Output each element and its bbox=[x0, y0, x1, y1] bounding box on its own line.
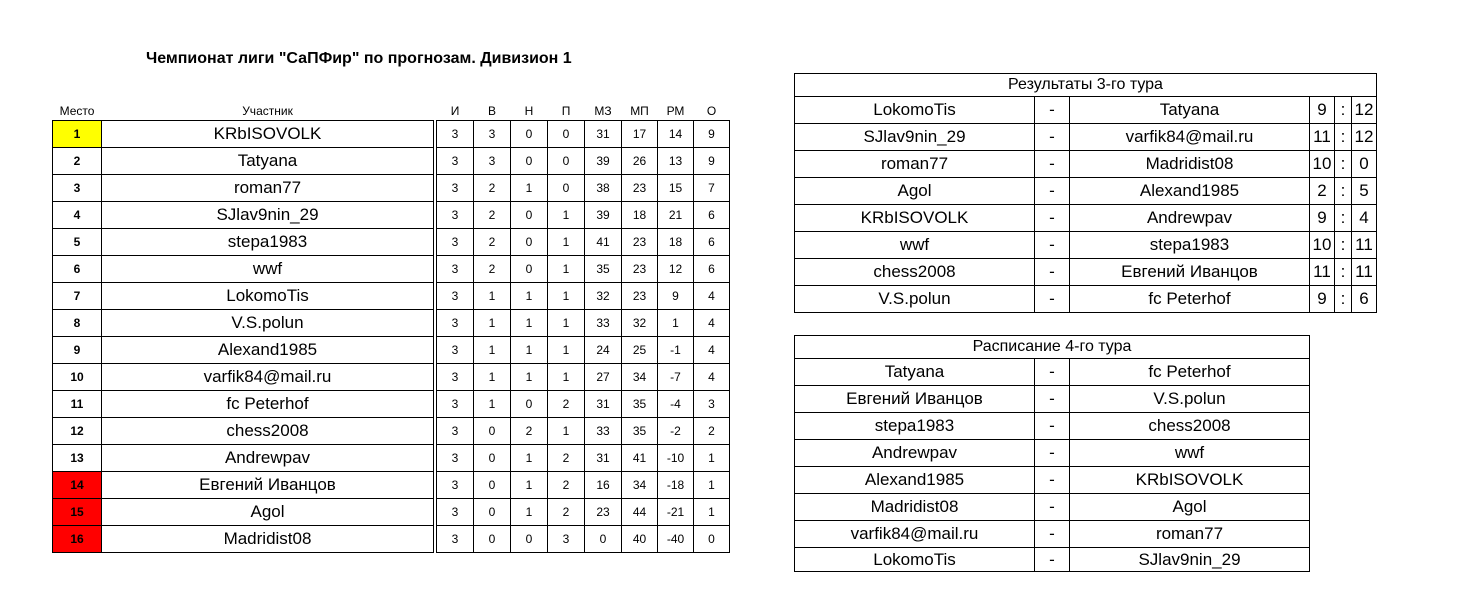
home-team-cell: SJlav9nin_29 bbox=[795, 124, 1035, 151]
points-cell: 4 bbox=[694, 283, 730, 310]
dash-cell: - bbox=[1035, 494, 1070, 521]
schedule-row bbox=[795, 386, 1310, 413]
standings-row bbox=[53, 121, 730, 148]
dash-cell: - bbox=[1035, 413, 1070, 440]
goals-against-cell: 41 bbox=[622, 445, 658, 472]
place-cell: 8 bbox=[53, 310, 102, 337]
schedule-row bbox=[795, 467, 1310, 494]
place-cell: 16 bbox=[53, 526, 102, 553]
result-row bbox=[795, 97, 1377, 124]
draws-cell: 0 bbox=[511, 202, 548, 229]
dash-cell: - bbox=[1035, 151, 1070, 178]
games-cell: 3 bbox=[437, 256, 474, 283]
header-name: Участник bbox=[242, 103, 293, 118]
away-score-cell: 11 bbox=[1352, 259, 1377, 286]
dash-cell: - bbox=[1035, 359, 1070, 386]
home-team-cell: Agol bbox=[795, 178, 1035, 205]
participant-cell: Madridist08 bbox=[102, 526, 434, 553]
goals-against-cell: 34 bbox=[622, 364, 658, 391]
diff-cell: 1 bbox=[658, 310, 694, 337]
goals-against-cell: 23 bbox=[622, 175, 658, 202]
standings-row bbox=[53, 364, 730, 391]
wins-cell: 1 bbox=[474, 310, 511, 337]
losses-cell: 1 bbox=[548, 283, 585, 310]
points-cell: 6 bbox=[694, 256, 730, 283]
wins-cell: 2 bbox=[474, 175, 511, 202]
standings-row bbox=[53, 256, 730, 283]
points-cell: 0 bbox=[694, 526, 730, 553]
place-cell: 9 bbox=[53, 337, 102, 364]
wins-cell: 2 bbox=[474, 229, 511, 256]
dash-cell: - bbox=[1035, 521, 1070, 548]
home-team-cell: V.S.polun bbox=[795, 286, 1035, 313]
dash-cell: - bbox=[1035, 205, 1070, 232]
place-cell: 11 bbox=[53, 391, 102, 418]
draws-cell: 0 bbox=[511, 391, 548, 418]
result-row bbox=[795, 205, 1377, 232]
losses-cell: 2 bbox=[548, 499, 585, 526]
goals-against-cell: 23 bbox=[622, 229, 658, 256]
goals-against-cell: 32 bbox=[622, 310, 658, 337]
place-cell: 12 bbox=[53, 418, 102, 445]
diff-cell: 14 bbox=[658, 121, 694, 148]
header-losses: П bbox=[561, 103, 571, 118]
draws-cell: 0 bbox=[511, 256, 548, 283]
goals-against-cell: 44 bbox=[622, 499, 658, 526]
schedule-row bbox=[795, 413, 1310, 440]
games-cell: 3 bbox=[437, 472, 474, 499]
draws-cell: 0 bbox=[511, 526, 548, 553]
games-cell: 3 bbox=[437, 337, 474, 364]
draws-cell: 0 bbox=[511, 229, 548, 256]
diff-cell: -4 bbox=[658, 391, 694, 418]
place-cell: 13 bbox=[53, 445, 102, 472]
results-title: Результаты 3-го тура bbox=[795, 74, 1377, 97]
standings-row bbox=[53, 472, 730, 499]
home-score-cell: 9 bbox=[1310, 97, 1335, 124]
standings-header-row bbox=[53, 101, 730, 121]
participant-cell: SJlav9nin_29 bbox=[102, 202, 434, 229]
dash-cell: - bbox=[1035, 232, 1070, 259]
goals-for-cell: 41 bbox=[585, 229, 622, 256]
away-team-cell: stepa1983 bbox=[1070, 232, 1310, 259]
home-team-cell: Alexand1985 bbox=[795, 467, 1035, 494]
goals-against-cell: 34 bbox=[622, 472, 658, 499]
diff-cell: 18 bbox=[658, 229, 694, 256]
header-draws: Н bbox=[524, 103, 534, 118]
losses-cell: 1 bbox=[548, 256, 585, 283]
home-team-cell: Andrewpav bbox=[795, 440, 1035, 467]
goals-for-cell: 16 bbox=[585, 472, 622, 499]
wins-cell: 0 bbox=[474, 499, 511, 526]
diff-cell: -10 bbox=[658, 445, 694, 472]
losses-cell: 1 bbox=[548, 337, 585, 364]
standings-row bbox=[53, 310, 730, 337]
standings-row bbox=[53, 445, 730, 472]
dash-cell: - bbox=[1035, 97, 1070, 124]
losses-cell: 2 bbox=[548, 445, 585, 472]
away-team-cell: Tatyana bbox=[1070, 97, 1310, 124]
place-cell: 2 bbox=[53, 148, 102, 175]
points-cell: 4 bbox=[694, 310, 730, 337]
header-goals-against: МП bbox=[630, 103, 649, 118]
home-score-cell: 11 bbox=[1310, 124, 1335, 151]
participant-cell: chess2008 bbox=[102, 418, 434, 445]
participant-cell: Евгений Иванцов bbox=[102, 472, 434, 499]
home-team-cell: Tatyana bbox=[795, 359, 1035, 386]
goals-for-cell: 0 bbox=[585, 526, 622, 553]
home-score-cell: 9 bbox=[1310, 286, 1335, 313]
losses-cell: 1 bbox=[548, 418, 585, 445]
draws-cell: 1 bbox=[511, 472, 548, 499]
score-colon-cell: : bbox=[1335, 232, 1352, 259]
games-cell: 3 bbox=[437, 499, 474, 526]
losses-cell: 0 bbox=[548, 175, 585, 202]
points-cell: 4 bbox=[694, 364, 730, 391]
header-goals-for: МЗ bbox=[594, 103, 612, 118]
home-team-cell: chess2008 bbox=[795, 259, 1035, 286]
away-score-cell: 11 bbox=[1352, 232, 1377, 259]
header-games: И bbox=[450, 103, 460, 118]
goals-against-cell: 26 bbox=[622, 148, 658, 175]
score-colon-cell: : bbox=[1335, 205, 1352, 232]
standings-row bbox=[53, 526, 730, 553]
schedule-row bbox=[795, 548, 1310, 572]
losses-cell: 1 bbox=[548, 202, 585, 229]
diff-cell: 12 bbox=[658, 256, 694, 283]
schedule-table bbox=[794, 335, 1310, 572]
standings-row bbox=[53, 229, 730, 256]
goals-for-cell: 33 bbox=[585, 310, 622, 337]
score-colon-cell: : bbox=[1335, 124, 1352, 151]
home-team-cell: wwf bbox=[795, 232, 1035, 259]
place-cell: 3 bbox=[53, 175, 102, 202]
games-cell: 3 bbox=[437, 391, 474, 418]
score-colon-cell: : bbox=[1335, 151, 1352, 178]
losses-cell: 2 bbox=[548, 472, 585, 499]
draws-cell: 1 bbox=[511, 175, 548, 202]
standings-body bbox=[53, 121, 730, 553]
header-diff: РМ bbox=[666, 103, 685, 118]
away-team-cell: Евгений Иванцов bbox=[1070, 259, 1310, 286]
participant-cell: KRbISOVOLK bbox=[102, 121, 434, 148]
points-cell: 3 bbox=[694, 391, 730, 418]
goals-against-cell: 35 bbox=[622, 418, 658, 445]
home-team-cell: stepa1983 bbox=[795, 413, 1035, 440]
participant-cell: wwf bbox=[102, 256, 434, 283]
diff-cell: -7 bbox=[658, 364, 694, 391]
goals-for-cell: 39 bbox=[585, 148, 622, 175]
diff-cell: 9 bbox=[658, 283, 694, 310]
points-cell: 1 bbox=[694, 499, 730, 526]
page-title: Чемпионат лиги "СаПФир" по прогнозам. Дивизион 1 bbox=[146, 50, 572, 67]
away-team-cell: Andrewpav bbox=[1070, 205, 1310, 232]
games-cell: 3 bbox=[437, 148, 474, 175]
away-team-cell: Alexand1985 bbox=[1070, 178, 1310, 205]
result-row bbox=[795, 232, 1377, 259]
games-cell: 3 bbox=[437, 445, 474, 472]
away-team-cell: chess2008 bbox=[1070, 413, 1310, 440]
draws-cell: 1 bbox=[511, 283, 548, 310]
wins-cell: 1 bbox=[474, 283, 511, 310]
goals-for-cell: 39 bbox=[585, 202, 622, 229]
result-row bbox=[795, 124, 1377, 151]
home-score-cell: 9 bbox=[1310, 205, 1335, 232]
home-team-cell: LokomoTis bbox=[795, 97, 1035, 124]
standings-row bbox=[53, 202, 730, 229]
games-cell: 3 bbox=[437, 418, 474, 445]
home-score-cell: 10 bbox=[1310, 151, 1335, 178]
place-cell: 1 bbox=[53, 121, 102, 148]
score-colon-cell: : bbox=[1335, 97, 1352, 124]
away-score-cell: 12 bbox=[1352, 124, 1377, 151]
home-team-cell: KRbISOVOLK bbox=[795, 205, 1035, 232]
standings-row bbox=[53, 418, 730, 445]
diff-cell: -18 bbox=[658, 472, 694, 499]
goals-against-cell: 35 bbox=[622, 391, 658, 418]
points-cell: 9 bbox=[694, 148, 730, 175]
away-team-cell: Agol bbox=[1070, 494, 1310, 521]
away-team-cell: SJlav9nin_29 bbox=[1070, 548, 1310, 572]
goals-for-cell: 24 bbox=[585, 337, 622, 364]
goals-for-cell: 23 bbox=[585, 499, 622, 526]
points-cell: 7 bbox=[694, 175, 730, 202]
standings-row bbox=[53, 283, 730, 310]
draws-cell: 1 bbox=[511, 499, 548, 526]
games-cell: 3 bbox=[437, 364, 474, 391]
place-cell: 10 bbox=[53, 364, 102, 391]
away-team-cell: varfik84@mail.ru bbox=[1070, 124, 1310, 151]
away-score-cell: 5 bbox=[1352, 178, 1377, 205]
goals-against-cell: 18 bbox=[622, 202, 658, 229]
results-table bbox=[794, 73, 1377, 313]
draws-cell: 0 bbox=[511, 121, 548, 148]
header-wins: В bbox=[487, 103, 496, 118]
diff-cell: -1 bbox=[658, 337, 694, 364]
goals-against-cell: 17 bbox=[622, 121, 658, 148]
goals-against-cell: 25 bbox=[622, 337, 658, 364]
place-cell: 14 bbox=[53, 472, 102, 499]
diff-cell: -40 bbox=[658, 526, 694, 553]
participant-cell: LokomoTis bbox=[102, 283, 434, 310]
points-cell: 2 bbox=[694, 418, 730, 445]
schedule-row bbox=[795, 521, 1310, 548]
diff-cell: -2 bbox=[658, 418, 694, 445]
losses-cell: 3 bbox=[548, 526, 585, 553]
dash-cell: - bbox=[1035, 124, 1070, 151]
goals-for-cell: 35 bbox=[585, 256, 622, 283]
wins-cell: 2 bbox=[474, 256, 511, 283]
dash-cell: - bbox=[1035, 548, 1070, 572]
dash-cell: - bbox=[1035, 386, 1070, 413]
losses-cell: 1 bbox=[548, 364, 585, 391]
place-cell: 5 bbox=[53, 229, 102, 256]
wins-cell: 0 bbox=[474, 445, 511, 472]
away-score-cell: 0 bbox=[1352, 151, 1377, 178]
participant-cell: V.S.polun bbox=[102, 310, 434, 337]
results-body bbox=[795, 97, 1377, 313]
participant-cell: Tatyana bbox=[102, 148, 434, 175]
losses-cell: 1 bbox=[548, 229, 585, 256]
draws-cell: 1 bbox=[511, 310, 548, 337]
standings-row bbox=[53, 391, 730, 418]
result-row bbox=[795, 259, 1377, 286]
home-team-cell: LokomoTis bbox=[795, 548, 1035, 572]
schedule-row bbox=[795, 494, 1310, 521]
away-team-cell: fc Peterhof bbox=[1070, 286, 1310, 313]
place-cell: 6 bbox=[53, 256, 102, 283]
away-team-cell: wwf bbox=[1070, 440, 1310, 467]
standings-row bbox=[53, 175, 730, 202]
participant-cell: Agol bbox=[102, 499, 434, 526]
goals-for-cell: 31 bbox=[585, 391, 622, 418]
dash-cell: - bbox=[1035, 259, 1070, 286]
points-cell: 1 bbox=[694, 445, 730, 472]
standings-row bbox=[53, 337, 730, 364]
draws-cell: 1 bbox=[511, 445, 548, 472]
games-cell: 3 bbox=[437, 310, 474, 337]
home-score-cell: 2 bbox=[1310, 178, 1335, 205]
points-cell: 4 bbox=[694, 337, 730, 364]
participant-cell: fc Peterhof bbox=[102, 391, 434, 418]
wins-cell: 1 bbox=[474, 364, 511, 391]
header-place: Место bbox=[59, 103, 95, 118]
games-cell: 3 bbox=[437, 121, 474, 148]
points-cell: 1 bbox=[694, 472, 730, 499]
standings-row bbox=[53, 499, 730, 526]
points-cell: 6 bbox=[694, 229, 730, 256]
place-cell: 7 bbox=[53, 283, 102, 310]
dash-cell: - bbox=[1035, 440, 1070, 467]
schedule-body bbox=[795, 359, 1310, 572]
dash-cell: - bbox=[1035, 286, 1070, 313]
games-cell: 3 bbox=[437, 526, 474, 553]
schedule-row bbox=[795, 359, 1310, 386]
place-cell: 4 bbox=[53, 202, 102, 229]
wins-cell: 0 bbox=[474, 418, 511, 445]
points-cell: 6 bbox=[694, 202, 730, 229]
wins-cell: 2 bbox=[474, 202, 511, 229]
participant-cell: roman77 bbox=[102, 175, 434, 202]
goals-against-cell: 40 bbox=[622, 526, 658, 553]
away-score-cell: 12 bbox=[1352, 97, 1377, 124]
losses-cell: 0 bbox=[548, 121, 585, 148]
home-score-cell: 10 bbox=[1310, 232, 1335, 259]
away-score-cell: 6 bbox=[1352, 286, 1377, 313]
losses-cell: 2 bbox=[548, 391, 585, 418]
goals-against-cell: 23 bbox=[622, 256, 658, 283]
draws-cell: 1 bbox=[511, 337, 548, 364]
header-points: О bbox=[706, 103, 717, 118]
participant-cell: Andrewpav bbox=[102, 445, 434, 472]
draws-cell: 0 bbox=[511, 148, 548, 175]
losses-cell: 0 bbox=[548, 148, 585, 175]
wins-cell: 3 bbox=[474, 121, 511, 148]
score-colon-cell: : bbox=[1335, 286, 1352, 313]
points-cell: 9 bbox=[694, 121, 730, 148]
games-cell: 3 bbox=[437, 175, 474, 202]
games-cell: 3 bbox=[437, 202, 474, 229]
goals-for-cell: 38 bbox=[585, 175, 622, 202]
goals-for-cell: 31 bbox=[585, 121, 622, 148]
games-cell: 3 bbox=[437, 283, 474, 310]
wins-cell: 0 bbox=[474, 526, 511, 553]
participant-cell: varfik84@mail.ru bbox=[102, 364, 434, 391]
goals-for-cell: 33 bbox=[585, 418, 622, 445]
wins-cell: 1 bbox=[474, 337, 511, 364]
away-team-cell: fc Peterhof bbox=[1070, 359, 1310, 386]
draws-cell: 2 bbox=[511, 418, 548, 445]
wins-cell: 1 bbox=[474, 391, 511, 418]
dash-cell: - bbox=[1035, 467, 1070, 494]
away-team-cell: roman77 bbox=[1070, 521, 1310, 548]
home-team-cell: Madridist08 bbox=[795, 494, 1035, 521]
games-cell: 3 bbox=[437, 229, 474, 256]
standings-row bbox=[53, 148, 730, 175]
score-colon-cell: : bbox=[1335, 178, 1352, 205]
diff-cell: 21 bbox=[658, 202, 694, 229]
goals-for-cell: 31 bbox=[585, 445, 622, 472]
wins-cell: 0 bbox=[474, 472, 511, 499]
standings-table bbox=[52, 101, 730, 553]
draws-cell: 1 bbox=[511, 364, 548, 391]
wins-cell: 3 bbox=[474, 148, 511, 175]
home-team-cell: roman77 bbox=[795, 151, 1035, 178]
away-team-cell: KRbISOVOLK bbox=[1070, 467, 1310, 494]
goals-for-cell: 27 bbox=[585, 364, 622, 391]
diff-cell: 13 bbox=[658, 148, 694, 175]
dash-cell: - bbox=[1035, 178, 1070, 205]
result-row bbox=[795, 151, 1377, 178]
result-row bbox=[795, 178, 1377, 205]
schedule-row bbox=[795, 440, 1310, 467]
home-team-cell: Евгений Иванцов bbox=[795, 386, 1035, 413]
place-cell: 15 bbox=[53, 499, 102, 526]
result-row bbox=[795, 286, 1377, 313]
home-score-cell: 11 bbox=[1310, 259, 1335, 286]
away-score-cell: 4 bbox=[1352, 205, 1377, 232]
score-colon-cell: : bbox=[1335, 259, 1352, 286]
goals-against-cell: 23 bbox=[622, 283, 658, 310]
away-team-cell: Madridist08 bbox=[1070, 151, 1310, 178]
participant-cell: stepa1983 bbox=[102, 229, 434, 256]
losses-cell: 1 bbox=[548, 310, 585, 337]
home-team-cell: varfik84@mail.ru bbox=[795, 521, 1035, 548]
diff-cell: 15 bbox=[658, 175, 694, 202]
participant-cell: Alexand1985 bbox=[102, 337, 434, 364]
goals-for-cell: 32 bbox=[585, 283, 622, 310]
schedule-title: Расписание 4-го тура bbox=[795, 336, 1310, 359]
diff-cell: -21 bbox=[658, 499, 694, 526]
away-team-cell: V.S.polun bbox=[1070, 386, 1310, 413]
